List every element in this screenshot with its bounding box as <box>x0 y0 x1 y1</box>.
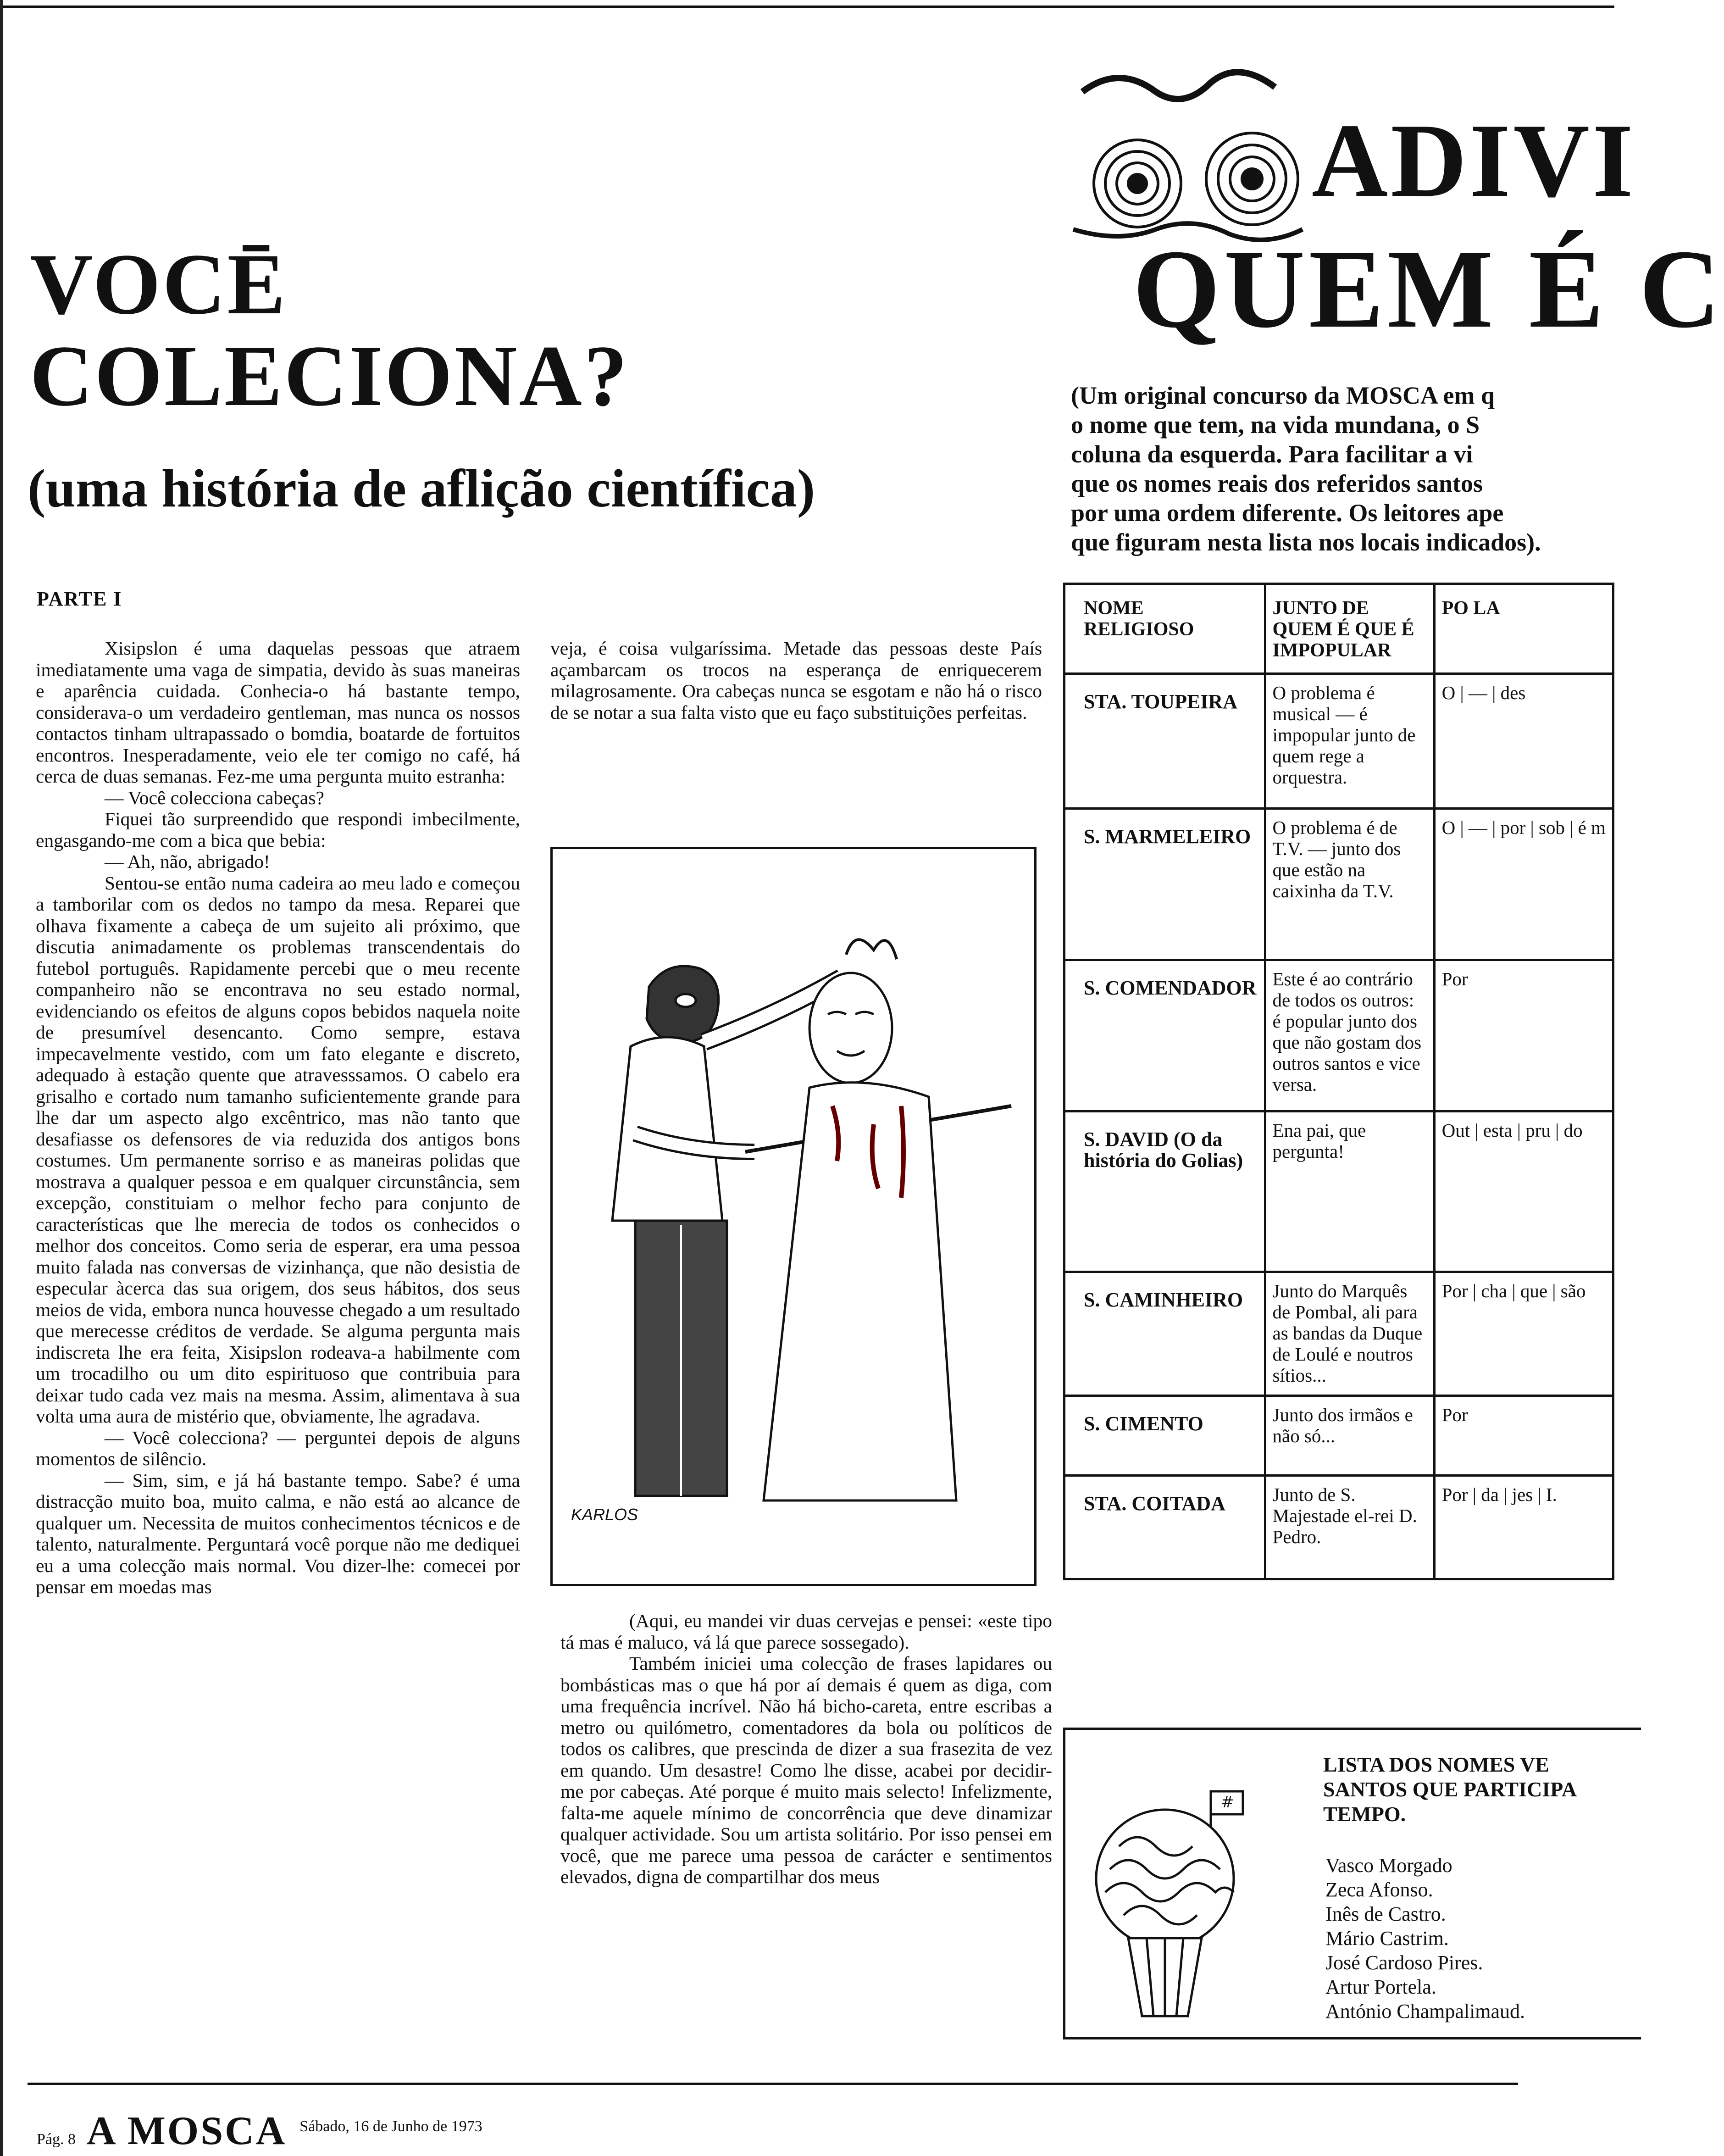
table-row <box>1064 674 1613 809</box>
page-footer <box>37 2108 482 2154</box>
title-line-2: COLECIONA? <box>30 328 629 424</box>
header-nome-religioso: NOME RELIGIOSO <box>1064 584 1265 674</box>
table-row <box>1064 1272 1613 1396</box>
top-rule <box>0 6 1614 8</box>
paragraph: (Aqui, eu mandei vir duas cervejas e pensei: «este tipo tá mas é maluco, vá lá que parece sossegado). <box>560 1610 1052 1653</box>
intro-line: coluna da esquerda. Para facilitar a vi <box>1071 440 1473 468</box>
intro-line: o nome que tem, na vida mundana, o S <box>1071 411 1480 439</box>
cartoon-signature: KARLOS <box>571 1505 638 1524</box>
names-list <box>1325 1853 1525 2023</box>
header-junto-de-quem: JUNTO DE QUEM É QUE É IMPOPULAR <box>1265 584 1434 674</box>
list-item: Inês de Castro. <box>1325 1903 1446 1925</box>
saint-name: S. CAMINHEIRO <box>1064 1272 1265 1396</box>
list-item: José Cardoso Pires. <box>1325 1951 1483 1974</box>
paragraph: Também iniciei uma colecção de frases lapidares ou bombásticas mas o que há por aí demais é quem as diga, com uma frequência incrível. Não há bicho-careta, entre escribas a metro ou quilómetro, comentadores da bola ou políticos de todos os calibres, que prescinda de dizer a sua frasezita de vez em quando. Um desastre! Como lhe disse, acabei por decidir-me por cabeças. Até porque é muito mais selecto! Infelizmente, falta-me aquele mínimo de concorrência que deve dinamizar qualquer actividade. Sou um artista solitário. Por isso pensei em você, que me parece uma pessoa de carácter e sentimentos elevados, digna de compartilhar dos meus <box>560 1653 1052 1887</box>
publication-name: A MOSCA <box>87 2109 287 2153</box>
paragraph: Sentou-se então numa cadeira ao meu lado e começou a tamborilar com os dedos no tampo da mesa. Reparei que olhava fixamente a cabeça de um sujeito ali próximo, que discutia animadamente os problemas transcendentais do futebol português. Rapidamente percebi que o meu recente companheiro não se encontrava no seu estado normal, evidenciando os efeitos de alguns copos bebidos naquela noite de presumível desencanto. Como sempre, estava impecavelmente vestido, com um fato elegante e discreto, adequado à estação quente que atravesssamos. O cabelo era grisalho e cortado num tamanho suficientemente grande para lhe dar um aspecto algo excêntrico, mas não tanto que desafiasse os defensores de via reduzida dos antigos bons costumes. Um permanente sorriso e as maneiras polidas que mostrava a qualquer pessoa e em qualquer circunstância, sem excepção, constituiam o melhor fecho para conjunto de características que lhe merecia de todos os conhecidos o melhor dos conceitos. Como seria de esperar, era uma pessoa muito falada nas conversas de vizinhança, que não desistia de especular àcerca das sua origem, dos seus hábitos, dos seus meios de vida, embora nunca houvesse chegado a um resultado que merecesse créditos de verdade. Se alguma pergunta mais indiscreta lhe era feita, Xisipslon rodeava-a habilmente com um trocadilho ou um dito espirituoso que contribuia para deixar tudo cada vez mais na mesma. Assim, alimentava à sua volta uma aura de mistério que, obviamente, lhe agradava. <box>36 872 520 1427</box>
table-row <box>1064 1396 1613 1476</box>
list-title-line: TEMPO. <box>1323 1802 1406 1826</box>
table-row <box>1064 960 1613 1111</box>
table-row <box>1064 809 1613 960</box>
paragraph: Xisipslon é uma daquelas pessoas que atraem imediatamente uma vaga de simpatia, devido às suas maneiras e aparência cuidada. Conhecia-o há bastante tempo, considerava-o um verdadeiro gentleman, mas nunca os nossos contactos tinham ultrapassado o bomdia, boatarde de fortuitos encontros. Inesperadamente, veio ele ter comigo no café, há cerca de duas semanas. Fez-me uma pergunta muito estranha: <box>36 638 520 787</box>
saint-junto: O problema é de T.V. — junto dos que estão na caixinha da T.V. <box>1265 809 1434 960</box>
article-title <box>30 236 629 424</box>
bottom-rule <box>28 2083 1518 2085</box>
article-subtitle: (uma história de aflição científica) <box>28 458 815 518</box>
title-line-1: VOCĒ <box>30 236 288 333</box>
saints-table <box>1063 583 1614 1580</box>
publication-date: Sábado, 16 de Junho de 1973 <box>299 2118 482 2135</box>
list-item: Vasco Morgado <box>1325 1854 1452 1877</box>
saint-porque: O | — | des <box>1434 674 1613 809</box>
paragraph: — Você colecciona cabeças? <box>105 787 324 808</box>
intro-line: por uma ordem diferente. Os leitores ape <box>1071 499 1504 527</box>
left-edge <box>0 0 3 2156</box>
saint-name: S. MARMELEIRO <box>1064 809 1265 960</box>
list-title-line: LISTA DOS NOMES VE <box>1323 1753 1549 1776</box>
header-porque: PO LA <box>1434 584 1613 674</box>
contest-title-line-1: ADIVI <box>1312 102 1636 219</box>
saint-junto: Este é ao contrário de todos os outros: é popular junto dos que não gostam dos outros santos e vice versa. <box>1265 960 1434 1111</box>
saint-junto: Junto do Marquês de Pombal, ali para as bandas da Duque de Loulé e noutros sítios... <box>1265 1272 1434 1396</box>
page-number: Pág. 8 <box>37 2131 76 2148</box>
saint-porque: Por <box>1434 1396 1613 1476</box>
column-2-top <box>550 638 1042 723</box>
saint-porque: O | — | por | sob | é m <box>1434 809 1613 960</box>
names-list-title <box>1323 1752 1577 1827</box>
potted-plant-illustration <box>1073 1764 1275 2021</box>
cartoon-illustration <box>550 847 1037 1586</box>
contest-intro <box>1071 381 1667 557</box>
list-item: António Champalimaud. <box>1325 2000 1525 2023</box>
paragraph: — Você colecciona? — perguntei depois de alguns momentos de silêncio. <box>36 1427 520 1469</box>
section-label: PARTE I <box>37 588 122 610</box>
saint-junto: Ena pai, que pergunta! <box>1265 1111 1434 1272</box>
paragraph: — Ah, não, abrigado! <box>105 851 270 872</box>
saint-junto: Junto de S. Majestade el-rei D. Pedro. <box>1265 1476 1434 1579</box>
svg-text:#: # <box>1221 1793 1234 1811</box>
table-row <box>1064 1476 1613 1579</box>
saint-porque: Por | da | jes | I. <box>1434 1476 1613 1579</box>
saint-porque: Por | cha | que | são <box>1434 1272 1613 1396</box>
saint-name: STA. TOUPEIRA <box>1064 674 1265 809</box>
table-row <box>1064 1111 1613 1272</box>
intro-line: que os nomes reais dos referidos santos <box>1071 470 1483 497</box>
saint-porque: Out | esta | pru | do <box>1434 1111 1613 1272</box>
saint-name: S. CIMENTO <box>1064 1396 1265 1476</box>
intro-line: que figuram nesta lista nos locais indicados). <box>1071 528 1541 556</box>
intro-line: (Um original concurso da MOSCA em q <box>1071 382 1495 409</box>
decorative-shells-illustration <box>1064 55 1321 252</box>
list-title-line: SANTOS QUE PARTICIPA <box>1323 1778 1577 1801</box>
list-item: Zeca Afonso. <box>1325 1878 1433 1901</box>
list-item: Artur Portela. <box>1325 1976 1436 1998</box>
saint-name: S. DAVID (O da história do Golias) <box>1064 1111 1265 1272</box>
list-item: Mário Castrim. <box>1325 1927 1449 1950</box>
column-1 <box>36 638 520 1598</box>
saint-porque: Por <box>1434 960 1613 1111</box>
saint-junto: Junto dos irmãos e não só... <box>1265 1396 1434 1476</box>
paragraph: Fiquei tão surpreendido que respondi imbecilmente, engasgando-me com a bica que bebia: <box>36 808 520 851</box>
saint-junto: O problema é musical — é impopular junto de quem rege a orquestra. <box>1265 674 1434 809</box>
paragraph: — Sim, sim, e já há bastante tempo. Sabe? é uma distracção muito boa, muito calma, e não está ao alcance de qualquer um. Necessita de muitos conhecimentos técnicos e de talento, naturalmente. Perguntará você porque não me dediquei eu a uma colecção mais normal. Vou dizer-lhe: comecei por pensar em moedas mas <box>36 1469 520 1597</box>
saint-name: S. COMENDADOR <box>1064 960 1265 1111</box>
saint-name: STA. COITADA <box>1064 1476 1265 1579</box>
table-header-row <box>1064 584 1613 674</box>
contest-title-line-2: QUEM É C <box>1133 227 1724 351</box>
column-2-bottom <box>560 1610 1052 1888</box>
paragraph: veja, é coisa vulgaríssima. Metade das pessoas deste País açambarcam os trocos na esperança de enriquecerem milagrosamente. Ora cabeças nunca se esgotam e não há o risco de se notar a sua falta visto que eu faço substituições perfeitas. <box>550 638 1042 723</box>
cartoon-drawing <box>553 849 1034 1584</box>
